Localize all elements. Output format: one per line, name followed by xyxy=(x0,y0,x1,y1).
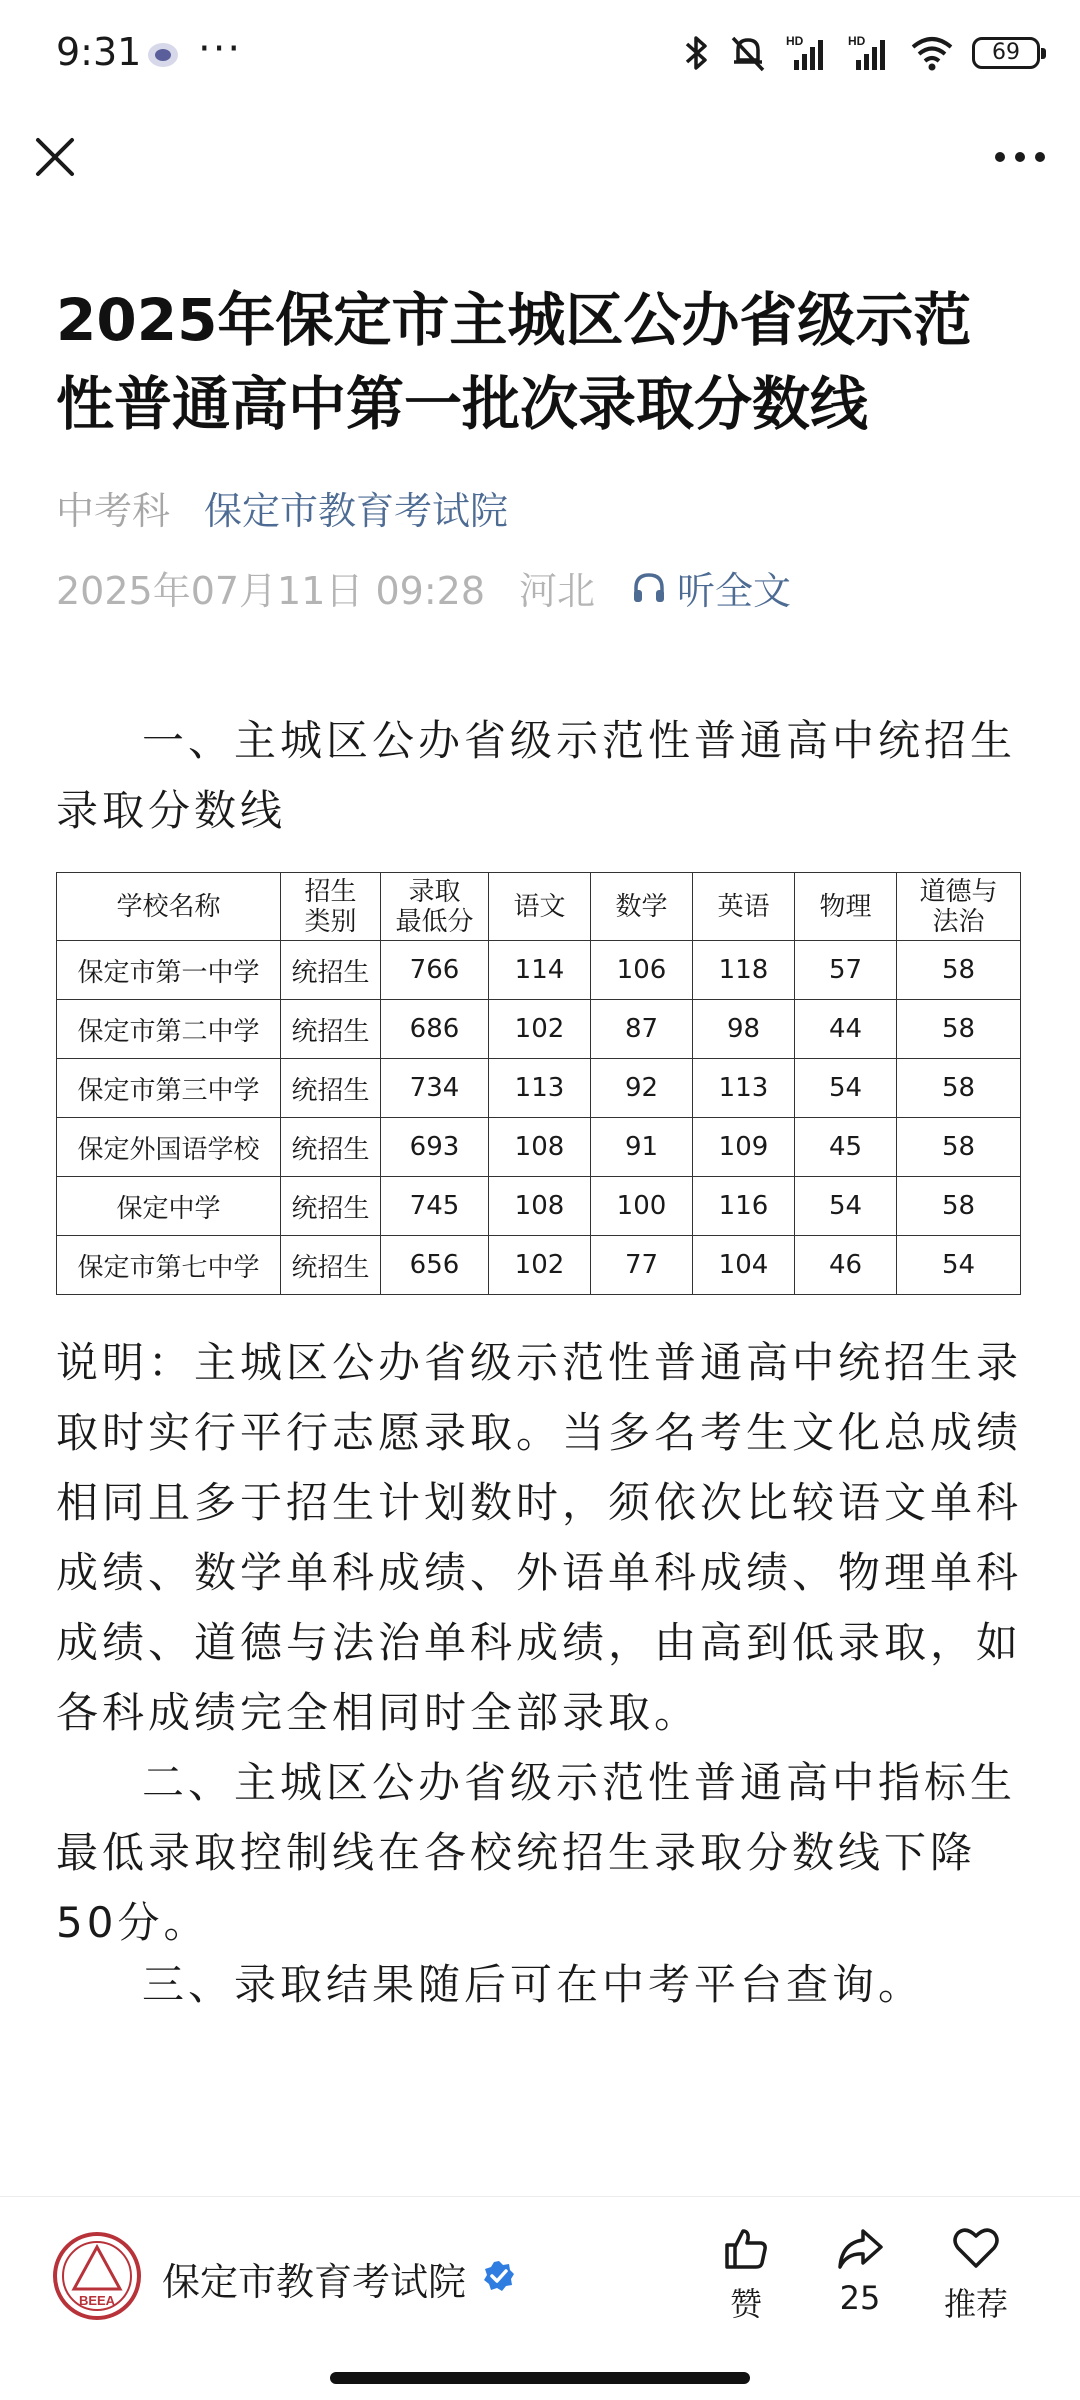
table-cell: 91 xyxy=(591,1118,693,1177)
listen-label: 听全文 xyxy=(677,569,792,613)
table-cell: 113 xyxy=(693,1059,795,1118)
avatar-text: BEEA xyxy=(78,2293,116,2308)
table-cell: 54 xyxy=(795,1059,897,1118)
article-category: 中考科 xyxy=(56,489,171,533)
table-header-cell xyxy=(591,873,693,941)
table-header-cell xyxy=(281,873,381,941)
table-cell: 109 xyxy=(693,1118,795,1177)
table-cell: 77 xyxy=(591,1236,693,1295)
bluetooth-icon xyxy=(684,34,710,72)
share-button[interactable] xyxy=(810,2223,910,2317)
table-header-text: 数学 xyxy=(615,891,668,922)
article-location: 河北 xyxy=(519,569,596,613)
table-cell: 58 xyxy=(897,1000,1021,1059)
signal-1-icon xyxy=(786,34,830,72)
table-header-text: 录取 xyxy=(408,876,461,907)
table-row xyxy=(57,1000,1021,1059)
article-meta-line xyxy=(56,560,791,615)
verified-badge-icon xyxy=(482,2259,516,2293)
account-avatar[interactable] xyxy=(52,2231,142,2321)
wifi-icon xyxy=(910,35,954,71)
article-source-line xyxy=(56,480,508,535)
table-cell: 656 xyxy=(381,1236,489,1295)
table-header-text: 英语 xyxy=(717,891,770,922)
svg-text:HD: HD xyxy=(786,34,804,48)
table-row xyxy=(57,1059,1021,1118)
table-body xyxy=(57,941,1021,1295)
recommend-label: 推荐 xyxy=(943,2285,1008,2323)
section3-paragraph: 三、录取结果随后可在中考平台查询。 xyxy=(142,1960,925,2009)
table-header-cell xyxy=(693,873,795,941)
table-cell: 114 xyxy=(489,941,591,1000)
app-notification-icon xyxy=(146,40,180,70)
section1-heading: 一、主城区公办省级示范性普通高中统招生录取分数线 xyxy=(56,716,1017,835)
table-cell: 58 xyxy=(897,941,1021,1000)
table-cell: 98 xyxy=(693,1000,795,1059)
table-header-text: 最低分 xyxy=(395,906,474,937)
table-cell: 116 xyxy=(693,1177,795,1236)
school-name-cell: 保定市第二中学 xyxy=(57,1000,281,1059)
table-header-cell xyxy=(795,873,897,941)
table-cell: 693 xyxy=(381,1118,489,1177)
like-label: 赞 xyxy=(729,2285,762,2323)
table-cell: 58 xyxy=(897,1118,1021,1177)
table-header-text: 语文 xyxy=(513,891,566,922)
more-options-icon[interactable] xyxy=(990,132,1050,182)
table-cell: 734 xyxy=(381,1059,489,1118)
article-datetime: 2025年07月11日 09:28 xyxy=(56,569,486,613)
table-cell: 统招生 xyxy=(281,941,381,1000)
table-cell: 113 xyxy=(489,1059,591,1118)
table-cell: 54 xyxy=(795,1177,897,1236)
article-title: 2025年保定市主城区公办省级示范性普通高中第一批次录取分数线 xyxy=(56,286,972,438)
score-table xyxy=(56,872,1021,1295)
home-indicator[interactable] xyxy=(330,2372,750,2384)
top-nav xyxy=(0,120,1080,200)
signal-2-icon xyxy=(848,34,892,72)
status-icons xyxy=(684,34,1040,72)
close-icon[interactable] xyxy=(30,132,80,182)
table-cell: 104 xyxy=(693,1236,795,1295)
bottom-action-bar xyxy=(0,2196,1080,2337)
school-name-cell: 保定中学 xyxy=(57,1177,281,1236)
table-header-text: 法治 xyxy=(932,906,985,937)
table-cell: 92 xyxy=(591,1059,693,1118)
table-cell: 54 xyxy=(897,1236,1021,1295)
table-header-text: 道德与 xyxy=(919,876,998,907)
school-name-cell: 保定市第七中学 xyxy=(57,1236,281,1295)
battery-icon: 69 xyxy=(972,37,1040,69)
article-source-link[interactable]: 保定市教育考试院 xyxy=(204,489,509,533)
table-cell: 统招生 xyxy=(281,1059,381,1118)
table-cell: 57 xyxy=(795,941,897,1000)
table-cell: 87 xyxy=(591,1000,693,1059)
table-cell: 106 xyxy=(591,941,693,1000)
table-header-cell xyxy=(57,873,281,941)
headphones-icon xyxy=(631,570,667,606)
table-cell: 46 xyxy=(795,1236,897,1295)
table-header-cell xyxy=(489,873,591,941)
table-cell: 统招生 xyxy=(281,1000,381,1059)
school-name-cell: 保定市第一中学 xyxy=(57,941,281,1000)
table-header-cell xyxy=(897,873,1021,941)
status-time: 9:31 xyxy=(56,30,142,74)
table-cell: 745 xyxy=(381,1177,489,1236)
heart-icon xyxy=(951,2223,1001,2273)
table-cell: 118 xyxy=(693,941,795,1000)
table-cell: 108 xyxy=(489,1118,591,1177)
mute-bell-icon xyxy=(728,34,768,72)
table-cell: 统招生 xyxy=(281,1177,381,1236)
table-cell: 766 xyxy=(381,941,489,1000)
table-cell: 45 xyxy=(795,1118,897,1177)
school-name-cell: 保定市第三中学 xyxy=(57,1059,281,1118)
table-cell: 102 xyxy=(489,1236,591,1295)
table-cell: 统招生 xyxy=(281,1236,381,1295)
account-name[interactable]: 保定市教育考试院 xyxy=(162,2260,467,2304)
share-count: 25 xyxy=(839,2279,881,2317)
table-row xyxy=(57,1118,1021,1177)
table-header-text: 类别 xyxy=(304,906,357,937)
table-cell: 108 xyxy=(489,1177,591,1236)
table-cell: 44 xyxy=(795,1000,897,1059)
listen-button[interactable] xyxy=(631,560,791,615)
thumbs-up-icon xyxy=(721,2223,771,2273)
status-bar xyxy=(0,0,1080,120)
table-header-text: 物理 xyxy=(819,891,872,922)
admission-note: 说明：主城区公办省级示范性普通高中统招生录取时实行平行志愿录取。当多名考生文化总成绩相同且多于招生计划数时，须依次比较语文单科成绩、数学单科成绩、外语单科成绩、物理单科成绩、道德与法治单科成绩，由高到低录取，如各科成绩完全相同时全部录取。 xyxy=(56,1338,1023,1737)
status-more-icon: ··· xyxy=(198,26,243,72)
table-header-row xyxy=(57,873,1021,941)
table-row xyxy=(57,941,1021,1000)
table-header-text: 招生 xyxy=(304,876,357,907)
table-row xyxy=(57,1236,1021,1295)
school-name-cell: 保定外国语学校 xyxy=(57,1118,281,1177)
table-cell: 58 xyxy=(897,1059,1021,1118)
table-cell: 100 xyxy=(591,1177,693,1236)
table-cell: 102 xyxy=(489,1000,591,1059)
table-header-text: 学校名称 xyxy=(116,891,221,922)
svg-text:HD: HD xyxy=(848,34,866,48)
table-row xyxy=(57,1177,1021,1236)
share-arrow-icon xyxy=(835,2223,885,2273)
table-cell: 58 xyxy=(897,1177,1021,1236)
table-header-cell xyxy=(381,873,489,941)
section2-paragraph: 二、主城区公办省级示范性普通高中指标生最低录取控制线在各校统招生录取分数线下降50分。 xyxy=(56,1758,1017,1947)
table-cell: 686 xyxy=(381,1000,489,1059)
recommend-button[interactable] xyxy=(926,2223,1026,2325)
like-button[interactable] xyxy=(696,2223,796,2325)
table-cell: 统招生 xyxy=(281,1118,381,1177)
